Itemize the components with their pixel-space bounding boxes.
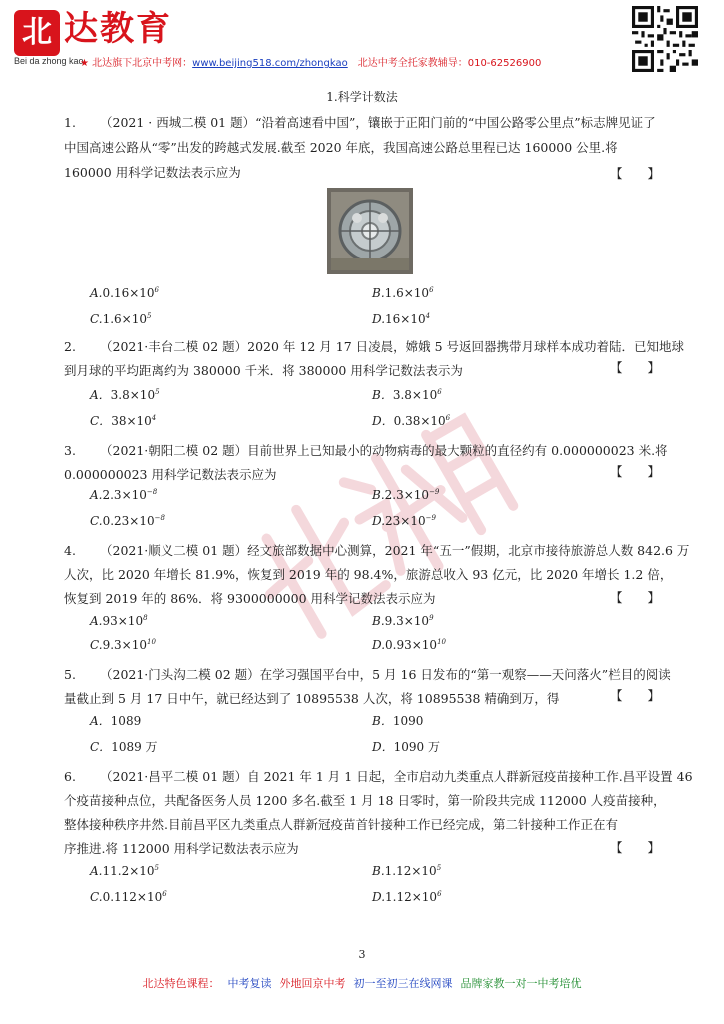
- option-a[interactable]: $A.0.16\times 10^6$: [90, 286, 159, 300]
- option-d[interactable]: $D.0.93\times 10^{10}$: [372, 638, 446, 652]
- question-3-line: 0.000000023 用科学记数法表示应为: [64, 467, 277, 482]
- question-6-line: 序推进.将 112000 用科学记数法表示应为: [64, 841, 299, 856]
- question-4-line: （2021·顺义二模 01 题）经文旅部数据中心测算，2021 年“五一”假期，北京市接待旅游总人数 842.6 万: [100, 543, 690, 558]
- answer-bracket: 【 】: [610, 464, 661, 479]
- question-1-line: 中国高速公路从“零”出发的跨越式发展.截至 2020 年底，我国高速公路总里程已达 160000 公里.将: [64, 140, 618, 155]
- question-6-line: 整体接种秩序井然.目前昌平区九类重点人群新冠疫苗首针接种工作已经完成，第二针接种工作正在有: [64, 817, 618, 832]
- footer-ad: [0, 975, 724, 991]
- question-6-number: 6.: [64, 769, 76, 784]
- option-b[interactable]: B．$3.8\times 10^6$: [372, 388, 442, 402]
- option-a[interactable]: $A.2.3\times 10^{-8}$: [90, 488, 158, 502]
- footer-item[interactable]: 品牌家教一对一中考培优: [460, 977, 582, 990]
- footer-item: 北达特色课程：: [142, 977, 220, 990]
- option-c[interactable]: $C.0.112\times 10^6$: [90, 890, 167, 904]
- question-1-line: （2021 · 西城二模 01 题）“沿着高速看中国”，镶嵌于正阳门前的“中国公路零公里点”标志牌见证了: [100, 115, 656, 130]
- answer-bracket: 【 】: [610, 360, 661, 375]
- question-2-number: 2.: [64, 339, 76, 354]
- question-1-number: 1.: [64, 115, 76, 130]
- option-c[interactable]: $C.1.6\times 10^5$: [90, 312, 152, 326]
- question-3-line: （2021·朝阳二模 02 题）目前世界上已知最小的动物病毒的最大颗粒的直径约有 0.000000023 米.将: [100, 443, 668, 458]
- question-5-line: （2021·门头沟二模 02 题）在学习强国平台中，5 月 16 日发布的“第一观察——天问落火”栏目的阅读: [100, 667, 671, 682]
- question-6-line: （2021·昌平二模 01 题）自 2021 年 1 月 1 日起，全市启动九类重点人群新冠疫苗接种工作.昌平设置 46: [100, 769, 693, 784]
- logo-text: 达教育: [64, 9, 172, 49]
- option-d[interactable]: D．$0.38\times 10^6$: [372, 414, 451, 428]
- option-a[interactable]: $A.93\times 10^8$: [90, 614, 148, 628]
- option-b[interactable]: $B.9.3\times 10^9$: [372, 614, 434, 628]
- option-b[interactable]: $B.1.6\times 10^6$: [372, 286, 434, 300]
- option-a[interactable]: A．1089: [90, 714, 142, 728]
- option-a[interactable]: $A.11.2\times 10^5$: [90, 864, 159, 878]
- qr-code-icon: [632, 6, 698, 72]
- option-b[interactable]: B．1090: [372, 714, 424, 728]
- question-3-number: 3.: [64, 443, 76, 458]
- page-number: 3: [358, 948, 366, 961]
- footer-item[interactable]: 初一至初三在线网课: [353, 977, 453, 990]
- question-1-line: 160000 用科学记数法表示应为: [64, 165, 241, 180]
- question-5-line: 量截止到 5 月 17 日中午，就已经达到了 10895538 人次，将 10895538 精确到万，得: [64, 691, 560, 706]
- option-d[interactable]: $D.1.12\times 10^6$: [372, 890, 442, 904]
- logo-pinyin: Bei da zhong kao: [14, 56, 84, 66]
- option-b[interactable]: $B.2.3\times 10^{-9}$: [372, 488, 440, 502]
- question-6-line: 个疫苗接种点位，共配备医务人员 1200 多名.截至 1 月 18 日零时，第一阶段共完成 112000 人疫苗接种，: [64, 793, 666, 808]
- answer-bracket: 【 】: [610, 166, 661, 181]
- option-a[interactable]: A．$3.8\times 10^5$: [90, 388, 160, 402]
- logo-mark: 北: [14, 10, 60, 56]
- tagline-suffix: 北达中考全托家教辅导：010-62526900: [357, 58, 542, 69]
- option-c[interactable]: C．$38\times 10^4$: [90, 414, 157, 428]
- question-2-line: （2021·丰台二模 02 题）2020 年 12 月 17 日凌晨，嫦娥 5 号返回器携带月球样本成功着陆．已知地球: [100, 339, 685, 354]
- option-c[interactable]: $C.9.3\times 10^{10}$: [90, 638, 156, 652]
- option-d[interactable]: $D.23\times 10^{-9}$: [372, 514, 436, 528]
- question-5-number: 5.: [64, 667, 76, 682]
- question-4-line: 人次，比 2020 年增长 81.9%，恢复到 2019 年的 98.4%，旅游总收入 93 亿元，比 2020 年增长 1.2 倍，: [64, 567, 673, 582]
- option-b[interactable]: $B.1.12\times 10^5$: [372, 864, 442, 878]
- option-d[interactable]: D．1090 万: [372, 740, 440, 754]
- option-c[interactable]: C．1089 万: [90, 740, 158, 754]
- answer-bracket: 【 】: [610, 590, 661, 605]
- site-link[interactable]: www.beijing518.com/zhongkao: [192, 58, 348, 69]
- section-title: 1.科学计数法: [326, 90, 398, 104]
- footer-item[interactable]: 中考复读: [227, 977, 272, 990]
- tagline-prefix: ★ 北达旗下北京中考网：: [80, 58, 193, 69]
- question-2-line: 到月球的平均距离约为 380000 千米．将 380000 用科学记数法表示为: [64, 363, 463, 378]
- question-4-number: 4.: [64, 543, 76, 558]
- footer-item[interactable]: 外地回京中考: [279, 977, 346, 990]
- question-4-line: 恢复到 2019 年的 86%．将 9300000000 用科学记数法表示应为: [64, 591, 436, 606]
- option-c[interactable]: $C.0.23\times 10^{-8}$: [90, 514, 165, 528]
- answer-bracket: 【 】: [610, 840, 661, 855]
- header-tagline: [80, 54, 541, 69]
- option-d[interactable]: $D.16\times 10^4$: [372, 312, 431, 326]
- answer-bracket: 【 】: [610, 688, 661, 703]
- zero-point-plaque-image: [327, 188, 413, 274]
